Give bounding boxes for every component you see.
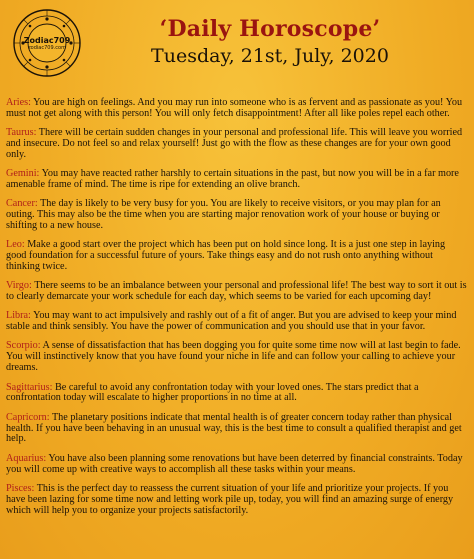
sign-label: Cancer: — [6, 198, 38, 210]
entry-text: The planetary positions indicate that mental health is of greater concern today rather than physical health. If you have been behaving in an unusual way, this is the best time to consult a qualified therapist and get help. — [6, 411, 462, 445]
logo-name: Zodiac709 — [23, 35, 71, 45]
entry-taurus — [6, 128, 468, 161]
entry-text: Be careful to avoid any confrontation today with your loved ones. The stars predict that a confrontation today will escalate to higher proportions in no time at all. — [6, 381, 419, 404]
entry-scorpio — [6, 341, 468, 374]
entry-text: A sense of dissatisfaction that has been dogging you for quite some time now will at last begin to fade. You will instinctively know that you have found your niche in life and can follow your calling to achieve your dreams. — [6, 340, 461, 374]
entry-leo — [6, 240, 468, 273]
entry-text: You may want to act impulsively and rashly out of a fit of anger. But you are advised to keep your mind stable and think sensibly. You have the power of communication and you should use that in your favor. — [6, 310, 457, 333]
sign-label: Aries: — [6, 97, 31, 108]
entry-text: You have also been planning some renovations but have been deterred by financial constraints. Today you will come up with creative ways to accomplish all these tasks within your means. — [6, 452, 463, 475]
header — [90, 16, 450, 68]
entry-text: You may have reacted rather harshly to certain situations in the past, but now you will be in a far more amenable frame of mind. The time is ripe for extending an olive branch. — [6, 168, 459, 191]
entry-pisces — [6, 484, 468, 517]
entry-text: You are high on feelings. And you may run into someone who is as fervent and as passionate as you! You must not get along with this person! You will only fetch disappointment! After all like poles repel each other. — [6, 97, 463, 119]
entry-aries — [6, 98, 468, 120]
sign-label: Scorpio: — [6, 340, 41, 352]
entry-text: This is the perfect day to reassess the current situation of your life and prioritize your projects. If you have been lazing for some time now and letting work pile up, today, you will find an amazing surge of energy which will help you to organize your projects satisfactorily. — [6, 482, 454, 516]
sign-label: Sagittarius: — [6, 381, 53, 393]
sign-label: Taurus: — [6, 127, 37, 139]
entry-text: There will be certain sudden changes in your personal and professional life. This will leave you worried and insecure. Do not feel so and relax yourself! Just go with the flow as these changes are for your own good only. — [6, 127, 463, 160]
zodiac-logo — [12, 8, 82, 78]
entry-aquarius — [6, 454, 468, 476]
page-title: ‘Daily Horoscope’ — [159, 16, 381, 42]
sign-label: Gemini: — [6, 168, 40, 180]
entry-sagittarius — [6, 383, 468, 405]
sign-label: Aquarius: — [6, 452, 47, 464]
logo-site: zodiac709.com — [28, 44, 66, 51]
sign-label: Virgo: — [6, 280, 32, 292]
sign-label: Pisces: — [6, 482, 35, 494]
entry-capricorn — [6, 413, 468, 446]
entry-libra — [6, 311, 468, 333]
entry-text: Make a good start over the project which has been put on hold since long. It is a just one step in laying good foundation for a successful future of yours. Take things easy and do not rush onto anything without thinking twice. — [6, 239, 446, 273]
page-date: Tuesday, 21st, July, 2020 — [151, 45, 389, 67]
horoscope-list — [6, 98, 468, 525]
entry-text: There seems to be an imbalance between your personal and professional life! The best way to sort it out is to clearly demarcate your work schedule for each day, which seems to be varied for each upcoming day! — [6, 280, 467, 303]
sign-label: Capricorn: — [6, 411, 50, 423]
sign-label: Leo: — [6, 239, 25, 251]
entry-cancer — [6, 199, 468, 232]
entry-text: The day is likely to be very busy for you. You are likely to receive visitors, or you may plan for an outing. This may also be the time when you are starting major renovation work of your house or buying or shifting to a new house. — [6, 198, 441, 232]
entry-gemini — [6, 169, 468, 191]
sign-label: Libra: — [6, 310, 31, 322]
entry-virgo — [6, 281, 468, 303]
